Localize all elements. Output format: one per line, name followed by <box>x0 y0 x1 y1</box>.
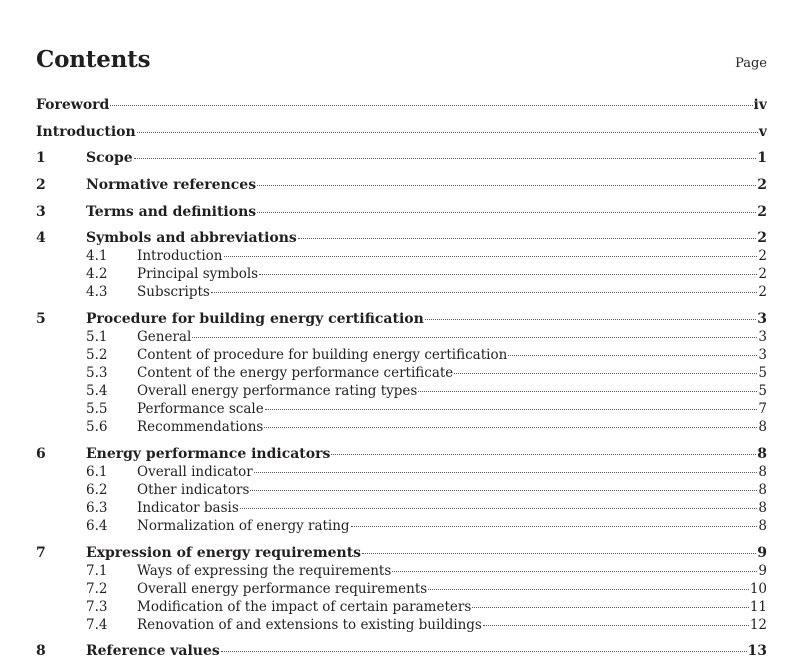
toc-entry[interactable] <box>36 203 767 221</box>
toc-page-number: 8 <box>757 445 767 462</box>
dot-leader <box>211 292 758 293</box>
dot-leader <box>137 132 758 133</box>
toc-entry-title: Recommendations <box>137 419 264 436</box>
toc-section-number: 5.2 <box>86 347 108 364</box>
toc-section-number: 4.1 <box>86 248 108 265</box>
toc-subentry[interactable] <box>36 346 767 364</box>
toc-entry-title: Expression of energy requirements <box>86 544 362 561</box>
dot-leader <box>298 238 756 239</box>
toc-page-number: 2 <box>758 284 767 301</box>
toc-section-number: 5.3 <box>86 365 108 382</box>
toc-subentry[interactable] <box>36 400 767 418</box>
toc-page-number: 12 <box>749 616 767 633</box>
toc-subentry[interactable] <box>36 463 767 481</box>
toc-page-number: 10 <box>749 580 767 597</box>
dot-leader <box>257 212 756 213</box>
toc-entry-title: Introduction <box>137 248 223 265</box>
toc-entry-title: General <box>137 329 192 346</box>
dot-leader <box>508 355 757 356</box>
toc-entry-title: Symbols and abbreviations <box>86 230 297 247</box>
toc-section-number: 6.3 <box>86 499 108 516</box>
toc-subentry[interactable] <box>36 598 767 616</box>
dot-leader <box>257 185 756 186</box>
dot-leader <box>110 105 752 106</box>
toc-subentry[interactable] <box>36 616 767 634</box>
toc-page-number: 5 <box>758 383 767 400</box>
toc-entry-title: Principal symbols <box>137 266 259 283</box>
toc-section-number: 7.1 <box>86 562 108 579</box>
toc-page-number: iv <box>753 97 767 113</box>
toc-page-number: 8 <box>758 463 767 480</box>
toc-page-number: 13 <box>747 643 767 660</box>
toc-entry-title: Other indicators <box>137 481 250 498</box>
toc-entry-title: Energy performance indicators <box>86 445 331 462</box>
toc-entry[interactable] <box>36 544 767 562</box>
toc-entry-title: Procedure for building energy certification <box>86 311 424 328</box>
toc-entry-title: Ways of expressing the requirements <box>137 562 392 579</box>
toc-section-number: 6 <box>36 445 46 462</box>
toc-entry-title: Scope <box>86 150 133 167</box>
toc-entry-title: Overall energy performance requirements <box>137 580 428 597</box>
toc-page-number: 5 <box>758 365 767 382</box>
toc-entry[interactable] <box>36 229 767 247</box>
toc-section-number: 5.4 <box>86 383 108 400</box>
dot-leader <box>265 409 758 410</box>
toc-entry-title: Normalization of energy rating <box>137 517 350 534</box>
dot-leader <box>264 427 757 428</box>
toc-section-number: 7.2 <box>86 580 108 597</box>
dot-leader <box>331 454 756 455</box>
toc-page-number: 11 <box>749 598 767 615</box>
toc-section-number: 3 <box>36 203 46 220</box>
toc-subentry[interactable] <box>36 382 767 400</box>
toc-section-number: 5.1 <box>86 329 108 346</box>
dot-leader <box>224 256 758 257</box>
dot-leader <box>454 373 757 374</box>
toc-entry-title: Renovation of and extensions to existing buildings <box>137 616 482 633</box>
page-title: Contents <box>36 46 151 73</box>
toc-page-number: v <box>758 123 767 140</box>
dot-leader <box>240 508 758 509</box>
toc-entry-title: Subscripts <box>137 284 210 301</box>
toc-section-number: 6.2 <box>86 481 108 498</box>
dot-leader <box>254 472 758 473</box>
dot-leader <box>472 607 749 608</box>
dot-leader <box>362 553 756 554</box>
toc-section-number: 4.2 <box>86 266 108 283</box>
toc-page-number: 2 <box>758 266 767 283</box>
table-of-contents <box>36 96 767 660</box>
toc-page-number: 1 <box>757 150 767 167</box>
toc-subentry[interactable] <box>36 247 767 265</box>
dot-leader <box>425 319 756 320</box>
toc-subentry[interactable] <box>36 517 767 535</box>
toc-page-number: 2 <box>757 203 767 220</box>
toc-entry-title: Content of procedure for building energy certification <box>137 347 508 364</box>
page-column-label: Page <box>735 56 767 71</box>
toc-entry[interactable] <box>36 176 767 194</box>
dot-leader <box>351 526 758 527</box>
toc-page-number: 9 <box>757 544 767 561</box>
toc-subentry[interactable] <box>36 283 767 301</box>
toc-entry-title: Terms and definitions <box>86 203 257 220</box>
toc-page-number: 8 <box>758 481 767 498</box>
toc-section-number: 7 <box>36 544 46 561</box>
toc-entry-title: Modification of the impact of certain parameters <box>137 598 472 615</box>
toc-section-number: 7.4 <box>86 616 108 633</box>
toc-section-number: 5 <box>36 311 46 328</box>
dot-leader <box>192 337 757 338</box>
toc-entry-title: Overall energy performance rating types <box>137 383 418 400</box>
dot-leader <box>483 625 749 626</box>
toc-section-number: 4 <box>36 230 46 247</box>
toc-entry[interactable] <box>36 642 767 660</box>
toc-entry-title: Content of the energy performance certificate <box>137 365 454 382</box>
toc-page-number: 7 <box>758 401 767 418</box>
toc-entry-title: Performance scale <box>137 401 264 418</box>
toc-subentry[interactable] <box>36 481 767 499</box>
toc-entry[interactable] <box>36 310 767 328</box>
toc-section-number: 4.3 <box>86 284 108 301</box>
toc-subentry[interactable] <box>36 580 767 598</box>
toc-page-number: 3 <box>758 347 767 364</box>
dot-leader <box>392 571 757 572</box>
toc-entry[interactable] <box>36 149 767 167</box>
toc-entry-title: Overall indicator <box>137 463 253 480</box>
toc-subentry[interactable] <box>36 265 767 283</box>
toc-section-number: 5.5 <box>86 401 108 418</box>
toc-entry[interactable] <box>36 96 767 114</box>
toc-entry-title: Foreword <box>36 97 110 113</box>
toc-entry-title: Reference values <box>86 643 220 660</box>
toc-section-number: 6.1 <box>86 463 108 480</box>
toc-page-number: 9 <box>758 562 767 579</box>
toc-subentry[interactable] <box>36 562 767 580</box>
contents-header <box>36 46 767 78</box>
dot-leader <box>250 490 757 491</box>
toc-entry-title: Introduction <box>36 123 136 140</box>
toc-page-number: 3 <box>758 329 767 346</box>
toc-page-number: 8 <box>758 499 767 516</box>
toc-subentry[interactable] <box>36 328 767 346</box>
toc-entry[interactable] <box>36 445 767 463</box>
dot-leader <box>259 274 757 275</box>
dot-leader <box>134 158 757 159</box>
toc-entry[interactable] <box>36 123 767 141</box>
toc-entry-title: Indicator basis <box>137 499 239 516</box>
toc-page-number: 2 <box>758 248 767 265</box>
toc-page-number: 8 <box>758 517 767 534</box>
toc-subentry[interactable] <box>36 364 767 382</box>
toc-section-number: 1 <box>36 150 46 167</box>
toc-page-number: 2 <box>757 230 767 247</box>
toc-subentry[interactable] <box>36 418 767 436</box>
dot-leader <box>418 391 757 392</box>
toc-entry-title: Normative references <box>86 177 257 194</box>
toc-page-number: 3 <box>757 311 767 328</box>
toc-section-number: 5.6 <box>86 419 108 436</box>
toc-section-number: 2 <box>36 177 46 194</box>
toc-page-number: 8 <box>758 419 767 436</box>
toc-section-number: 8 <box>36 643 46 660</box>
toc-section-number: 7.3 <box>86 598 108 615</box>
dot-leader <box>221 651 747 652</box>
toc-page-number: 2 <box>757 177 767 194</box>
toc-section-number: 6.4 <box>86 517 108 534</box>
dot-leader <box>428 589 749 590</box>
toc-subentry[interactable] <box>36 499 767 517</box>
